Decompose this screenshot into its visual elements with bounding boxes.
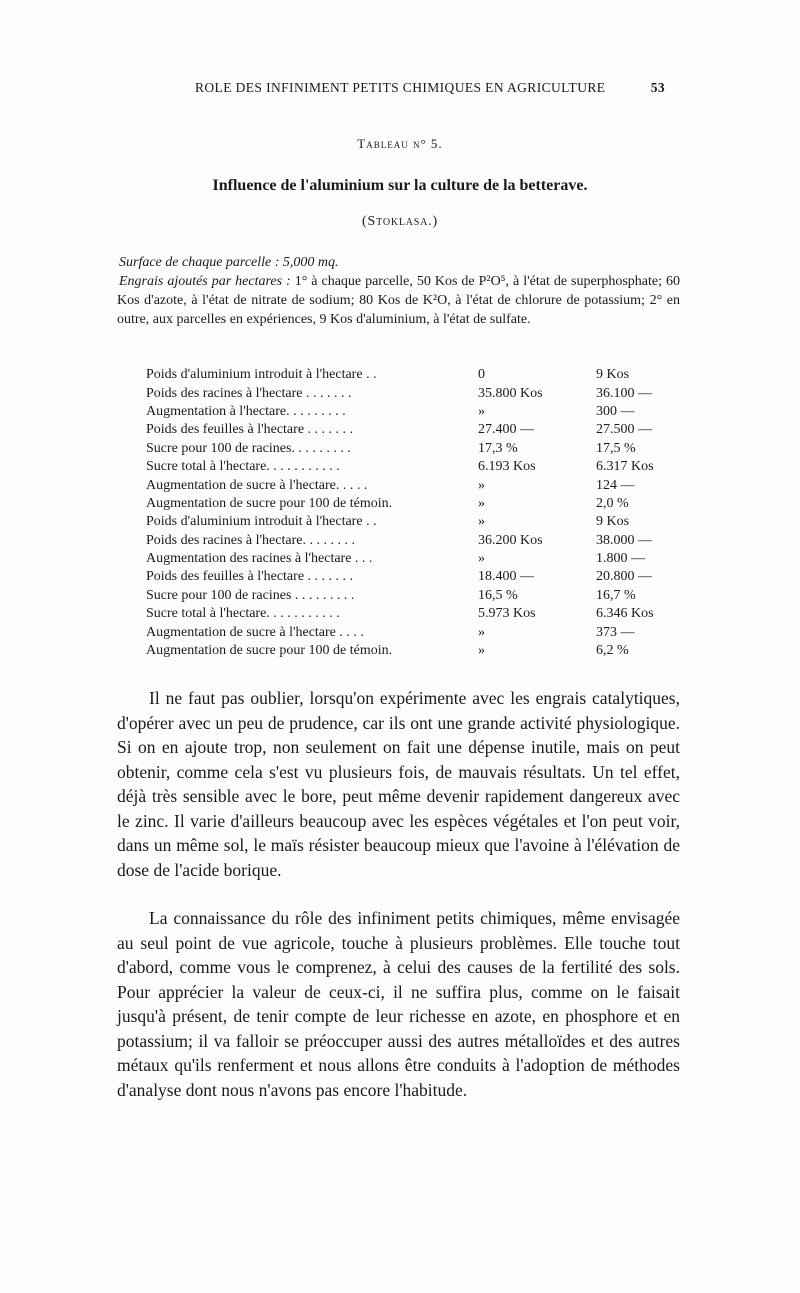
row-label: Augmentation de sucre à l'hectare . . . .: [146, 624, 364, 640]
row-label: Poids des racines à l'hectare . . . . . . .: [146, 385, 352, 401]
row-value-treated: 6.346 Kos: [596, 606, 654, 622]
row-value-control: 18.400 —: [478, 569, 534, 585]
page-number: 53: [650, 80, 665, 95]
table-row: [146, 642, 686, 660]
table-intro: [117, 253, 680, 329]
row-value-control: »: [478, 477, 485, 493]
row-value-treated: 6.317 Kos: [596, 459, 654, 475]
row-value-treated: 1.800 —: [596, 551, 645, 567]
table-row: [146, 623, 686, 641]
row-label: Poids des racines à l'hectare. . . . . . . .: [146, 532, 355, 548]
running-title: ROLE DES INFINIMENT PETITS CHIMIQUES EN AGRICULTURE: [195, 80, 606, 95]
row-value-control: 5.973 Kos: [478, 606, 536, 622]
surface-note: Surface de chaque parcelle : 5,000 mq.: [119, 255, 339, 270]
row-value-treated: 27.500 —: [596, 422, 652, 438]
row-value-control: 0: [478, 367, 485, 383]
engrais-text: 1° à chaque parcelle, 50 Kos de P²O⁵, à l'état de superphosphate; 60 Kos d'azote, à l'état de nitrate de sodium; 80 Kos de K²O, à l'état de chlorure de potassium; 2° en outre, aux parcelles en expériences, 9 Kos d'aluminium, à l'état de sulfate.: [117, 274, 680, 327]
row-value-treated: 6,2 %: [596, 643, 629, 659]
table-row: [146, 476, 686, 494]
row-value-control: »: [478, 495, 485, 511]
row-value-treated: 9 Kos: [596, 514, 630, 530]
row-value-control: »: [478, 551, 485, 567]
row-value-treated: 373 —: [596, 624, 635, 640]
row-value-control: »: [478, 514, 485, 530]
row-value-control: 36.200 Kos: [478, 532, 543, 548]
body-paragraph-1: [117, 686, 680, 882]
row-value-control: »: [478, 624, 485, 640]
row-value-control: »: [478, 403, 485, 419]
row-label: Poids d'aluminium introduit à l'hectare . .: [146, 514, 377, 530]
row-label: Augmentation à l'hectare. . . . . . . . .: [146, 403, 346, 419]
table-title: Influence de l'aluminium sur la culture de la betterave.: [212, 177, 588, 194]
table-number: Tableau n° 5.: [357, 136, 443, 151]
row-value-control: 16,5 %: [478, 587, 518, 603]
table-row: [146, 605, 686, 623]
row-value-treated: 17,5 %: [596, 440, 636, 456]
row-label: Augmentation de sucre à l'hectare. . . . .: [146, 477, 368, 493]
row-label: Augmentation des racines à l'hectare . . .: [146, 551, 373, 567]
row-value-control: 27.400 —: [478, 422, 534, 438]
row-label: Sucre total à l'hectare. . . . . . . . . . .: [146, 459, 340, 475]
row-value-treated: 2,0 %: [596, 495, 629, 511]
paragraph-text: Il ne faut pas oublier, lorsqu'on expérimente avec les engrais catalytiques, d'opérer avec un peu de prudence, car ils ont une grande activité physiologique. Si on en ajoute trop, non seulement on fait une dépense inutile, mais on peut obtenir, comme cela s'est vu plusieurs fois, de mauvais résultats. Un tel effet, déjà très sensible avec le bore, peut même devenir rapidement dangereux avec le zinc. Il varie d'ailleurs beaucoup avec les espèces végétales et l'on peut voir, dans un même sol, le maïs résister beaucoup mieux que l'avoine à l'élévation de dose de l'acide borique.: [117, 688, 680, 880]
row-value-treated: 124 —: [596, 477, 635, 493]
table-row: [146, 495, 686, 513]
row-value-treated: 300 —: [596, 403, 635, 419]
table-row: [146, 440, 686, 458]
table-row: [146, 366, 686, 384]
table-row: [146, 587, 686, 605]
row-label: Sucre pour 100 de racines. . . . . . . . .: [146, 440, 351, 456]
row-label: Augmentation de sucre pour 100 de témoin.: [146, 643, 393, 659]
engrais-label: Engrais ajoutés par hectares :: [119, 274, 291, 289]
row-value-control: »: [478, 643, 485, 659]
row-value-treated: 16,7 %: [596, 587, 636, 603]
table-row: [146, 550, 686, 568]
row-label: Poids des feuilles à l'hectare . . . . . . .: [146, 569, 354, 585]
row-label: Sucre total à l'hectare. . . . . . . . . . .: [146, 606, 340, 622]
row-label: Sucre pour 100 de racines . . . . . . . . .: [146, 587, 355, 603]
table-row: [146, 532, 686, 550]
row-value-treated: 38.000 —: [596, 532, 652, 548]
row-label: Poids d'aluminium introduit à l'hectare . .: [146, 367, 377, 383]
table-row: [146, 568, 686, 586]
row-label: Augmentation de sucre pour 100 de témoin.: [146, 495, 393, 511]
data-table: [146, 366, 686, 660]
row-value-treated: 36.100 —: [596, 385, 652, 401]
table-row: [146, 513, 686, 531]
row-value-treated: 20.800 —: [596, 569, 652, 585]
row-value-treated: 9 Kos: [596, 367, 630, 383]
row-value-control: 6.193 Kos: [478, 459, 536, 475]
table-row: [146, 421, 686, 439]
row-value-control: 35.800 Kos: [478, 385, 543, 401]
running-header: [195, 80, 665, 96]
engrais-note: [117, 272, 680, 329]
table-row: [146, 403, 686, 421]
body-paragraph-2: [117, 906, 680, 1102]
table-row: [146, 384, 686, 402]
table-row: [146, 458, 686, 476]
row-value-control: 17,3 %: [478, 440, 518, 456]
table-author: (Stoklasa.): [362, 214, 438, 229]
paragraph-text: La connaissance du rôle des infiniment petits chimiques, même envisagée au seul point de vue agricole, touche à plusieurs problèmes. Elle touche tout d'abord, comme vous le comprenez, à celui des causes de la fertilité des sols. Pour apprécier la valeur de ceux-ci, il ne suffira plus, comme on le faisait jusqu'à présent, de tenir compte de leur richesse en azote, en phosphore et en potassium; il va falloir se préoccuper aussi des autres métalloïdes et des autres métaux qu'ils renferment et nous allons être conduits à l'adoption de méthodes d'analyse dont nous n'avons pas encore l'habitude.: [117, 908, 680, 1100]
row-label: Poids des feuilles à l'hectare . . . . . . .: [146, 422, 354, 438]
